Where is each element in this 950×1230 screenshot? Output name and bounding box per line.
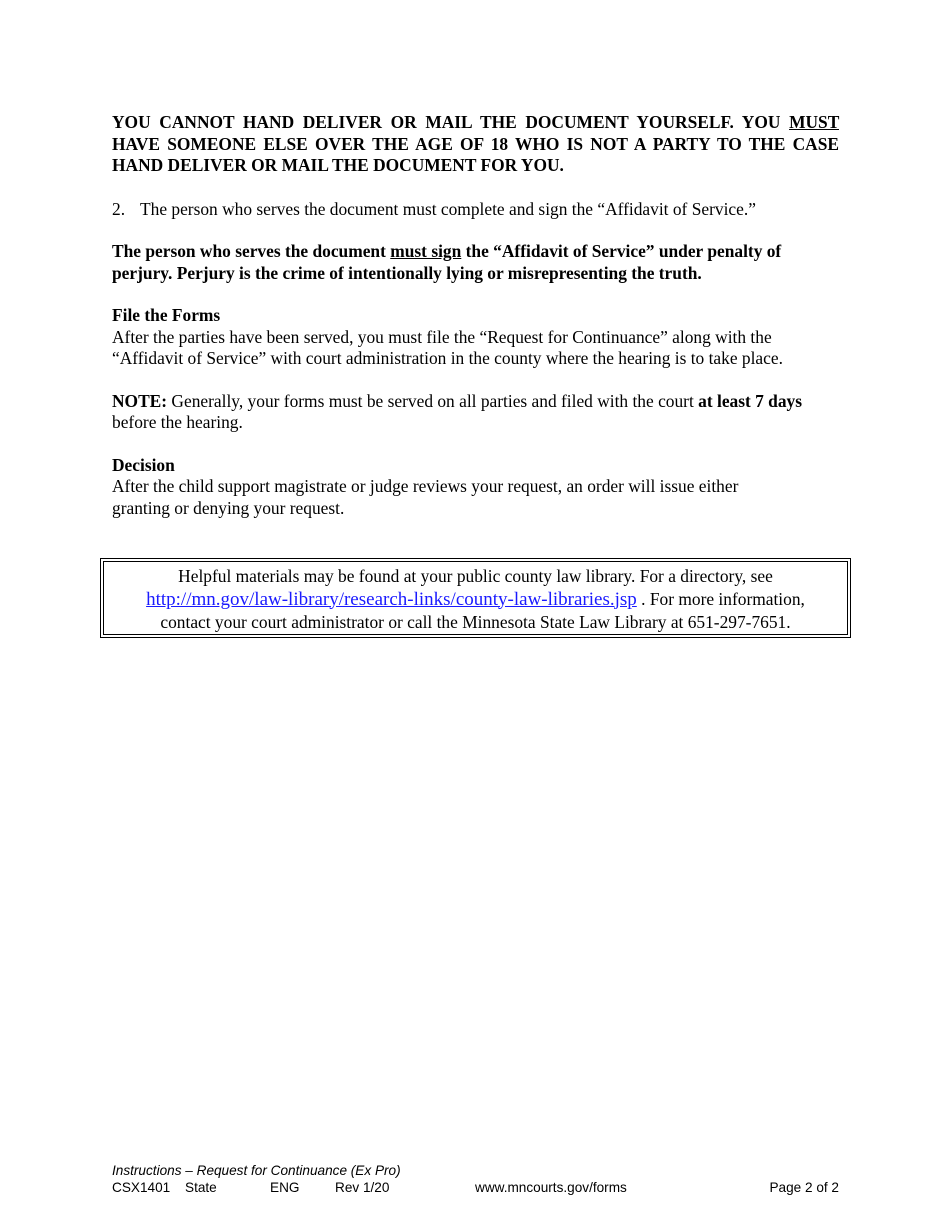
- help-line-2: [104, 588, 847, 612]
- footer-language: ENG: [270, 1180, 300, 1195]
- page-footer: [112, 1162, 839, 1196]
- note-bold: at least 7 days: [698, 390, 803, 411]
- step-number: 2.: [112, 198, 126, 219]
- decision-heading: Decision: [112, 454, 175, 475]
- file-forms-text: After the parties have been served, you must file the “Request for Continuance” along with the “Affidavit of Service” with court administration in the county where the hearing is to take place.: [112, 326, 783, 368]
- perjury-text-2: the “Affidavit of Service” under penalty of perjury. Perjury is the crime of intentionally lying or misrepresenting the truth.: [112, 241, 782, 283]
- step-2: [112, 199, 839, 221]
- note-text-1: Generally, your forms must be served on all parties and filed with the court: [167, 390, 699, 411]
- perjury-paragraph: [112, 241, 839, 284]
- note-text-2: before the hearing.: [112, 412, 243, 432]
- decision-text: After the child support magistrate or judge reviews your request, an order will issue either granting or denying your request.: [112, 476, 739, 518]
- warning-text-1: YOU CANNOT HAND DELIVER OR MAIL THE DOCUMENT YOURSELF. YOU: [112, 112, 790, 132]
- perjury-text-1: The person who serves the document: [112, 241, 391, 261]
- footer-revision: Rev 1/20: [335, 1180, 390, 1195]
- help-after-link: . For more information,: [636, 588, 805, 609]
- file-forms-heading: File the Forms: [112, 305, 221, 325]
- warning-paragraph: [112, 112, 839, 177]
- note-label: NOTE:: [112, 390, 168, 411]
- law-library-link[interactable]: http://mn.gov/law-library/research-links/county-law-libraries.jsp: [146, 588, 637, 610]
- warning-must: MUST: [789, 112, 839, 132]
- help-line-1: Helpful materials may be found at your public county law library. For a directory, see: [178, 566, 773, 586]
- footer-jurisdiction: State: [185, 1180, 217, 1195]
- step-text: The person who serves the document must complete and sign the “Affidavit of Service.”: [140, 198, 756, 219]
- footer-row: [112, 1179, 839, 1196]
- help-box: [100, 558, 851, 638]
- document-body: [112, 112, 839, 519]
- perjury-must-sign: must sign: [390, 241, 462, 261]
- help-line-3: contact your court administrator or call the Minnesota State Law Library at 651-297-7651.: [160, 612, 791, 632]
- footer-form-number: CSX1401: [112, 1180, 171, 1195]
- footer-website: www.mncourts.gov/forms: [475, 1180, 627, 1195]
- note-paragraph: [112, 391, 839, 434]
- footer-page: Page 2 of 2: [769, 1180, 839, 1195]
- footer-title: Instructions – Request for Continuance (Ex Pro): [112, 1163, 401, 1178]
- warning-text-2: HAVE SOMEONE ELSE OVER THE AGE OF 18 WHO IS NOT A PARTY TO THE CASE HAND DELIVER OR MAIL THE DOCUMENT FOR YOU.: [112, 133, 839, 175]
